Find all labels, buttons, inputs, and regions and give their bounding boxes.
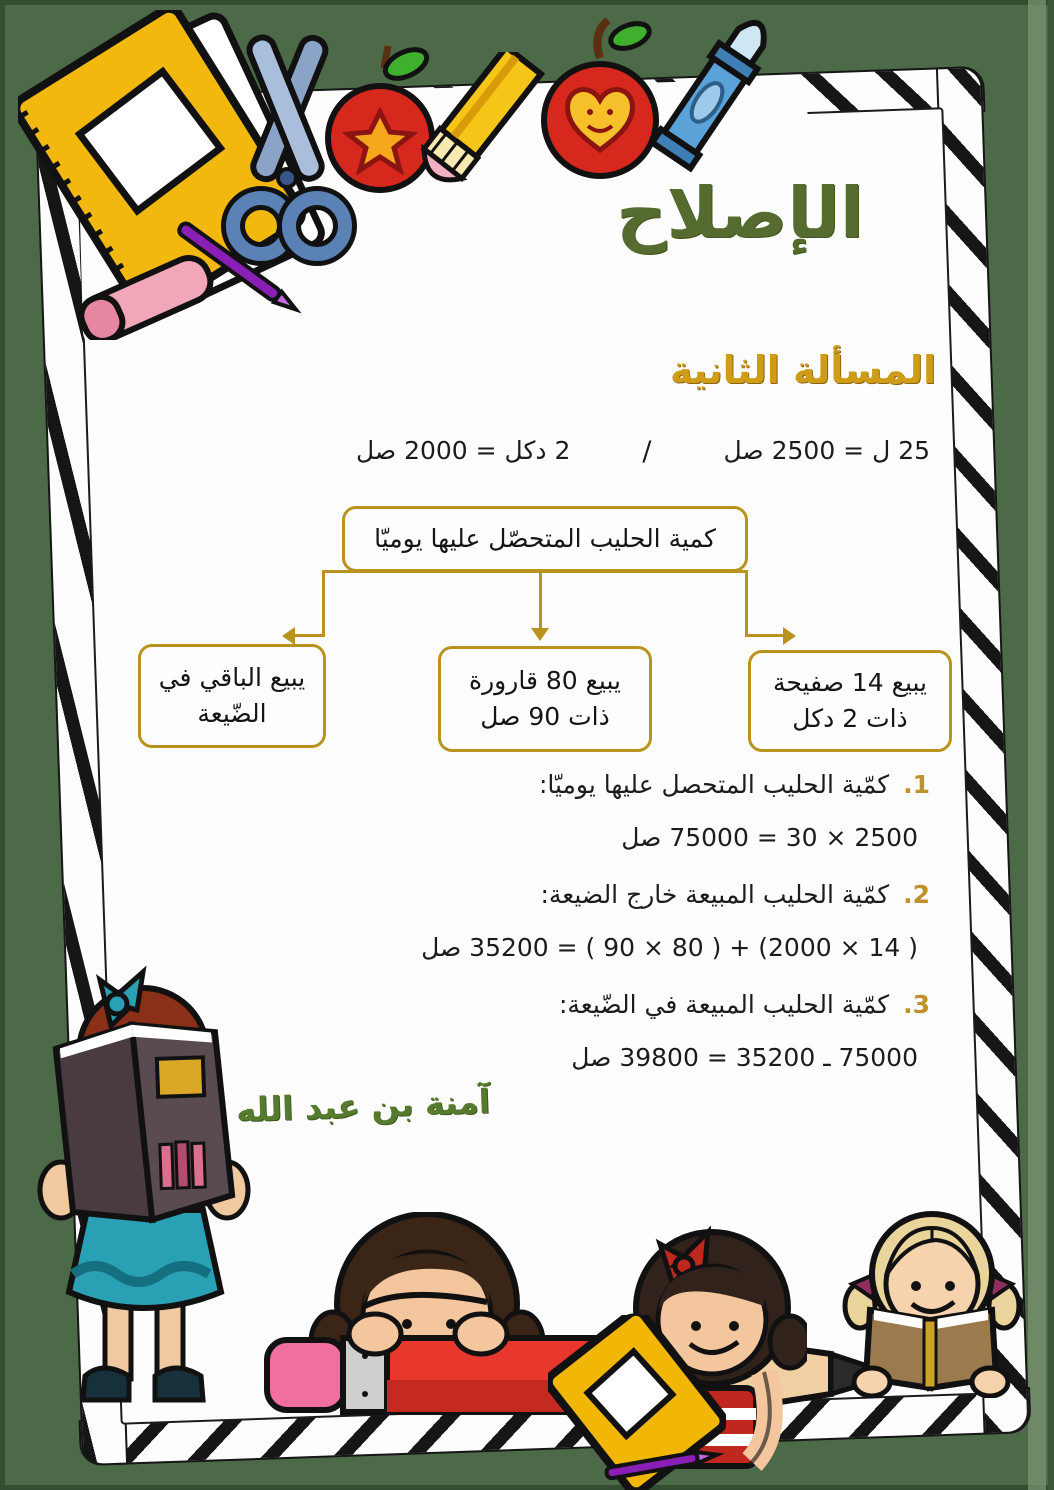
branch-cans-line2: ذات 2 دكل — [792, 704, 908, 733]
arrow-right-icon — [783, 627, 796, 645]
flowchart-root-box — [342, 506, 748, 572]
teacher-signature: آمنة بن عبد الله — [235, 1081, 491, 1130]
board-edge-highlight — [1028, 0, 1046, 1490]
girl-reading-book-icon — [25, 952, 265, 1434]
flowchart-branch-bottles — [438, 646, 652, 752]
conversion-separator: / — [642, 436, 652, 467]
flowchart-branch-cans — [748, 650, 952, 752]
solution-2-number: 2. — [903, 880, 930, 909]
unit-conversion-line — [356, 436, 930, 467]
board-edge-shadow — [1048, 0, 1054, 1490]
solution-2-label — [330, 880, 930, 909]
notepad-sign-icon — [548, 1315, 726, 1490]
branch-bottles-line1: يبيع 80 قارورة — [469, 665, 621, 695]
branch-farm-line1: يبيع الباقي في — [158, 662, 306, 692]
branch-bottles-line2: ذات 90 صل — [480, 702, 610, 731]
arrow-down-icon — [531, 628, 549, 641]
solution-1-equation: 2500 × 30 = 75000 صل — [621, 823, 918, 852]
solution-2-equation: ( 14 × 2000) + ( 80 × 90 ) = 35200 صل — [421, 933, 918, 962]
solution-1-number: 1. — [903, 770, 930, 799]
solution-1-text: كمّية الحليب المتحصل عليها يوميّا: — [538, 770, 890, 799]
girl-blonde-reading-icon — [842, 1202, 1022, 1398]
pencil-icon — [388, 52, 553, 207]
solution-1-label — [330, 770, 930, 799]
solutions-list — [330, 770, 930, 1100]
connector-right-drop — [745, 570, 748, 636]
branch-farm-line2: الضّيعة — [197, 699, 267, 728]
solution-3-number: 3. — [903, 990, 930, 1019]
solution-3-equation: 75000 ـ 35200 = 39800 صل — [571, 1043, 918, 1072]
flowchart-root-label: كمية الحليب المتحصّل عليها يوميّا — [374, 523, 716, 553]
conversion-second: 2 دكل = 2000 صل — [355, 436, 571, 465]
page-title: الإصلاح — [616, 172, 864, 254]
problem-subtitle: المسألة الثانية — [669, 348, 936, 392]
flowchart-branch-farm — [138, 644, 326, 748]
connector-middle-drop — [539, 570, 542, 628]
crayon-icon — [642, 18, 812, 193]
connector-left-arm — [294, 634, 325, 637]
conversion-first: 25 ل = 2500 صل — [723, 436, 930, 465]
arrow-left-icon — [282, 627, 295, 645]
connector-left-drop — [322, 570, 325, 636]
solution-3-label — [330, 990, 930, 1019]
connector-right-arm — [745, 634, 783, 637]
solution-2-text: كمّية الحليب المبيعة خارج الضيعة: — [540, 880, 890, 909]
branch-cans-line1: يبيع 14 صفيحة — [772, 667, 928, 697]
solution-3-text: كمّية الحليب المبيعة في الضّيعة: — [558, 990, 890, 1019]
